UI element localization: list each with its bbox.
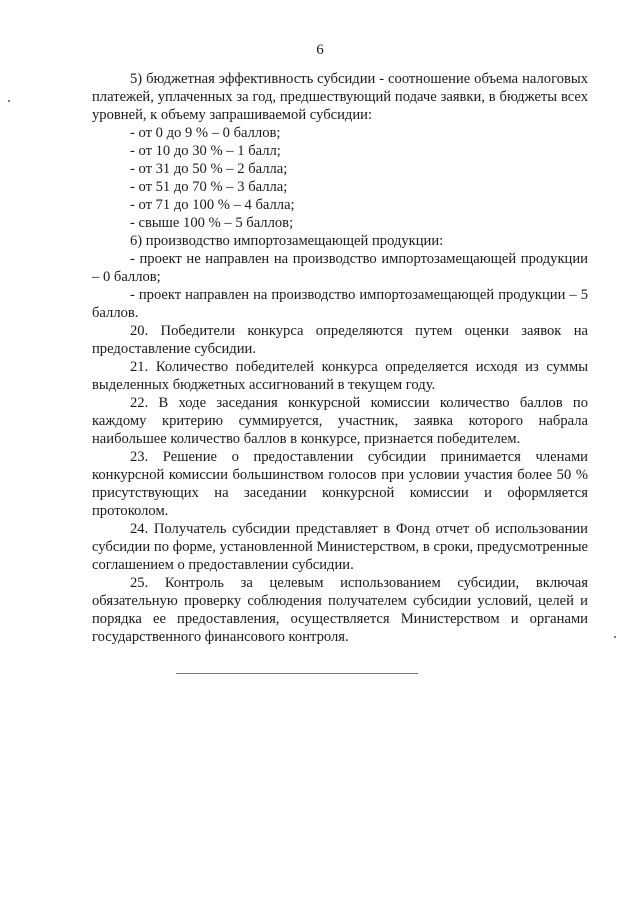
document-body <box>92 70 588 646</box>
paragraph-21: 21. Количество победителей конкурса определяется исходя из суммы выделенных бюджетных ассигнований в текущем году. <box>92 359 588 393</box>
paragraph-25: 25. Контроль за целевым использованием субсидии, включая обязательную проверку соблюдения получателем субсидии условий, целей и порядка ее предоставления, осуществляется Министерством и органами государственного финансового контроля. <box>92 575 588 645</box>
paragraph-budget-efficiency: 5) бюджетная эффективность субсидии - соотношение объема налоговых платежей, уплаченных за год, предшествующий подаче заявки, в бюджеты всех уровней, к объему запрашиваемой субсидии: <box>92 71 588 123</box>
list-item-score-3: - от 51 до 70 % – 3 балла; <box>130 179 288 195</box>
paragraph-23: 23. Решение о предоставлении субсидии принимается членами конкурсной комиссии большинством голосов при условии участия более 50 % присутствующих на заседании конкурсной комиссии и оформляется протоколом. <box>92 449 588 519</box>
paragraph-import-substitution: 6) производство импортозамещающей продукции: <box>130 233 444 249</box>
paragraph-20: 20. Победители конкурса определяются путем оценки заявок на предоставление субсидии. <box>92 323 588 357</box>
scan-speck <box>614 636 616 638</box>
list-item-score-2: - от 31 до 50 % – 2 балла; <box>130 161 288 177</box>
list-item-score-4: - от 71 до 100 % – 4 балла; <box>130 197 295 213</box>
list-item-score-1: - от 10 до 30 % – 1 балл; <box>130 143 281 159</box>
list-item-score-0: - от 0 до 9 % – 0 баллов; <box>130 125 281 141</box>
list-item-import-5: - проект направлен на производство импортозамещающей продукции – 5 баллов. <box>92 287 588 321</box>
page-number: 6 <box>316 42 324 58</box>
end-divider <box>176 673 418 674</box>
scan-speck <box>8 100 10 102</box>
paragraph-24: 24. Получатель субсидии представляет в Фонд отчет об использовании субсидии по форме, установленной Министерством, в сроки, предусмотренные соглашением о предоставлении субсидии. <box>92 521 588 573</box>
paragraph-22: 22. В ходе заседания конкурсной комиссии количество баллов по каждому критерию суммируется, участник, заявка которого набрала наибольшее количество баллов в конкурсе, признается победителем. <box>92 395 588 447</box>
list-item-import-0: - проект не направлен на производство импортозамещающей продукции – 0 баллов; <box>92 251 588 285</box>
list-item-score-5: - свыше 100 % – 5 баллов; <box>130 215 294 231</box>
